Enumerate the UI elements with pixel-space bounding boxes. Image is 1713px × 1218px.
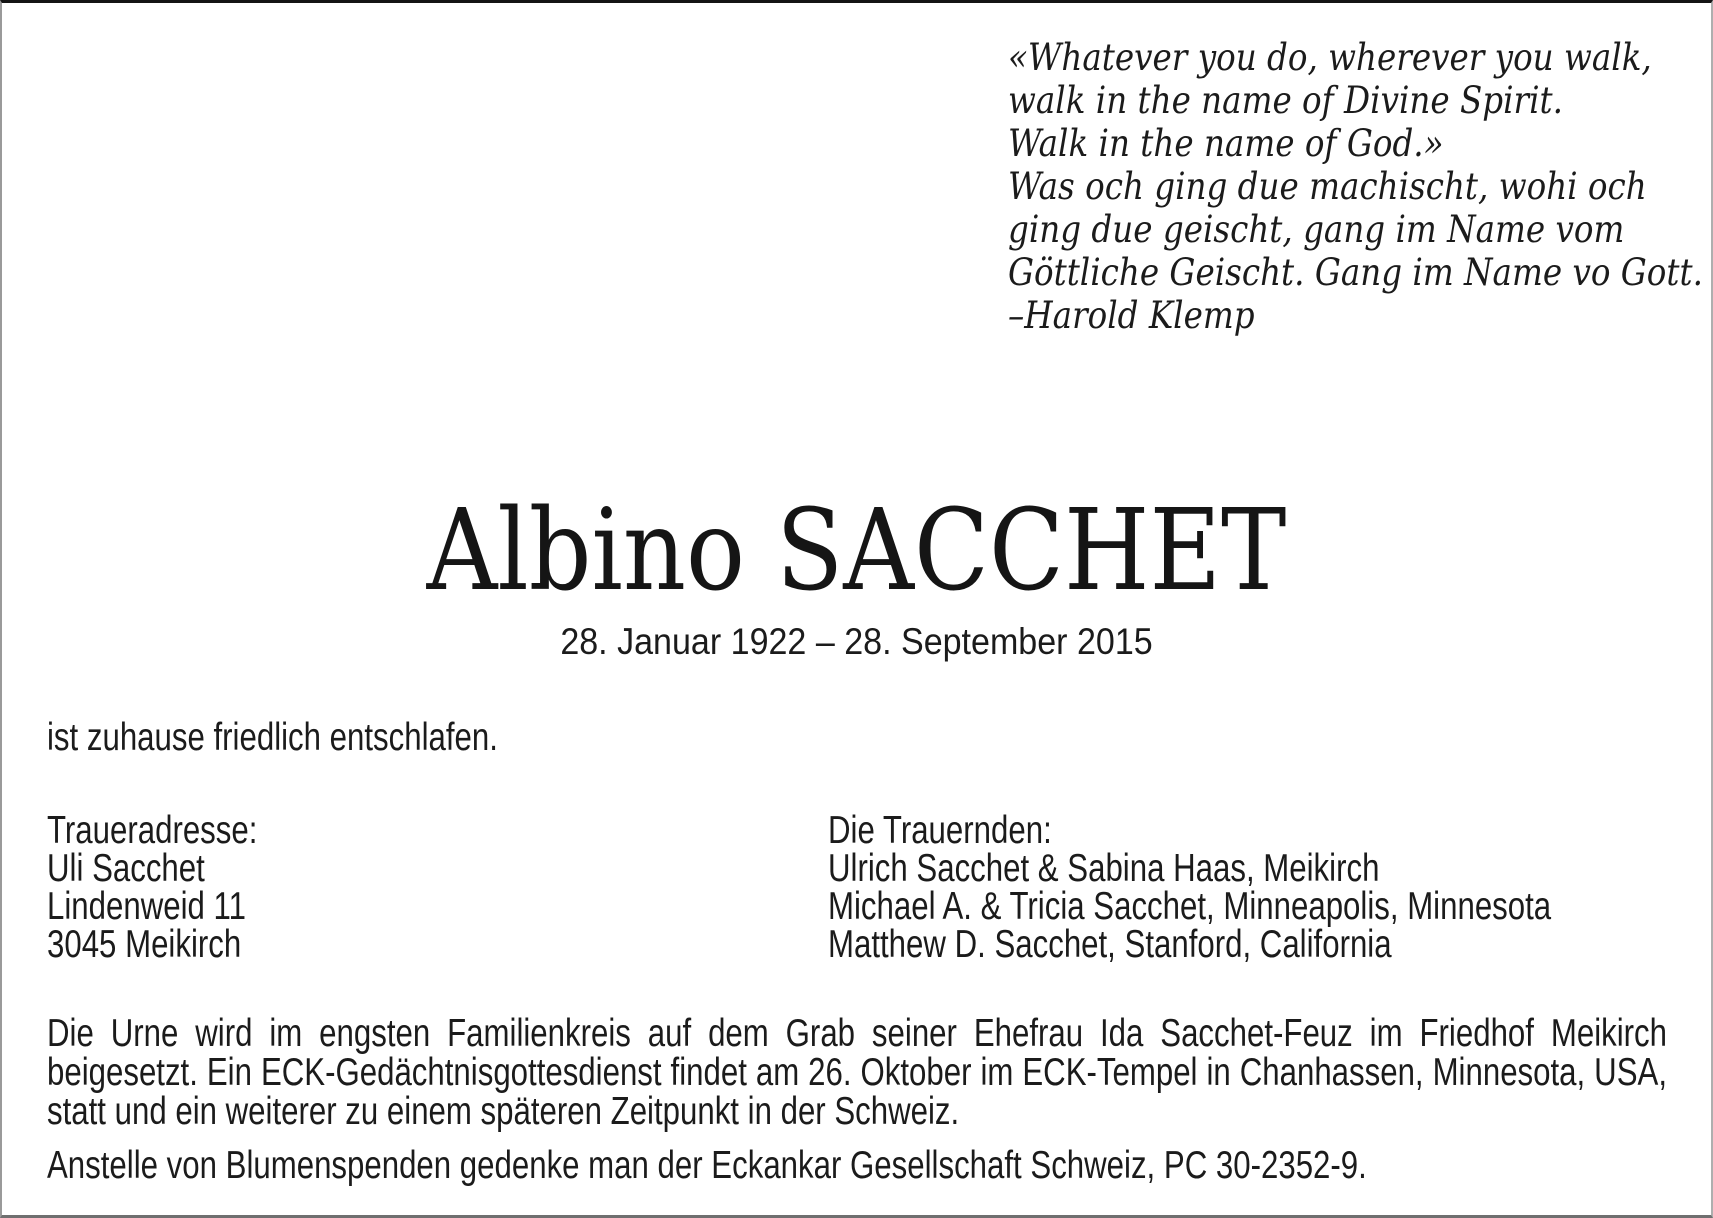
quote-line: Göttliche Geischt. Gang im Name vo Gott. [1008,251,1703,294]
mourning-address-line: Uli Sacchet [47,847,205,890]
condolence-intro: ist zuhause friedlich entschlafen. [47,716,498,759]
quote-line: Was och ging due machischt, wohi och [1008,165,1647,208]
quote-line: walk in the name of Divine Spirit. [1008,79,1563,122]
quote-line: «Whatever you do, wherever you walk, [1008,36,1652,79]
mourning-address-line: 3045 Meikirch [47,923,242,966]
quote-line: Walk in the name of God.» [1008,122,1444,165]
deceased-name: Albino SACCHET [426,486,1287,616]
quote-attribution: –Harold Klemp [1008,294,1255,337]
mourning-address-heading: Traueradresse: [47,809,258,852]
mourner-line: Michael A. & Tricia Sacchet, Minneapolis, Minnesota [828,885,1552,928]
quote-block [1008,36,1703,337]
life-dates: 28. Januar 1922 – 28. September 2015 [560,621,1153,662]
mourners-block [828,809,1552,966]
mourning-address-block [47,809,258,966]
donation-note: Anstelle von Blumenspenden gedenke man der Eckankar Gesellschaft Schweiz, PC 30-2352-9. [47,1144,1367,1187]
mourning-address-line: Lindenweid 11 [47,885,246,928]
burial-paragraph: Die Urne wird im engsten Familienkreis auf dem Grab seiner Ehefrau Ida Sacchet-Feuz im Friedhof Meikirch beigesetzt. Ein ECK-Gedächtnisgottesdienst findet am 26. Oktober im ECK-Tempel in Chanhassen, Minnesota, USA, statt und ein weiterer zu einem späteren Zeitpunkt in der Schweiz. [47,1012,1667,1133]
mourner-line: Ulrich Sacchet & Sabina Haas, Meikirch [828,847,1380,890]
mourner-line: Matthew D. Sacchet, Stanford, California [828,923,1392,966]
quote-line: ging due geischt, gang im Name vom [1008,208,1625,251]
mourners-heading: Die Trauernden: [828,809,1052,852]
